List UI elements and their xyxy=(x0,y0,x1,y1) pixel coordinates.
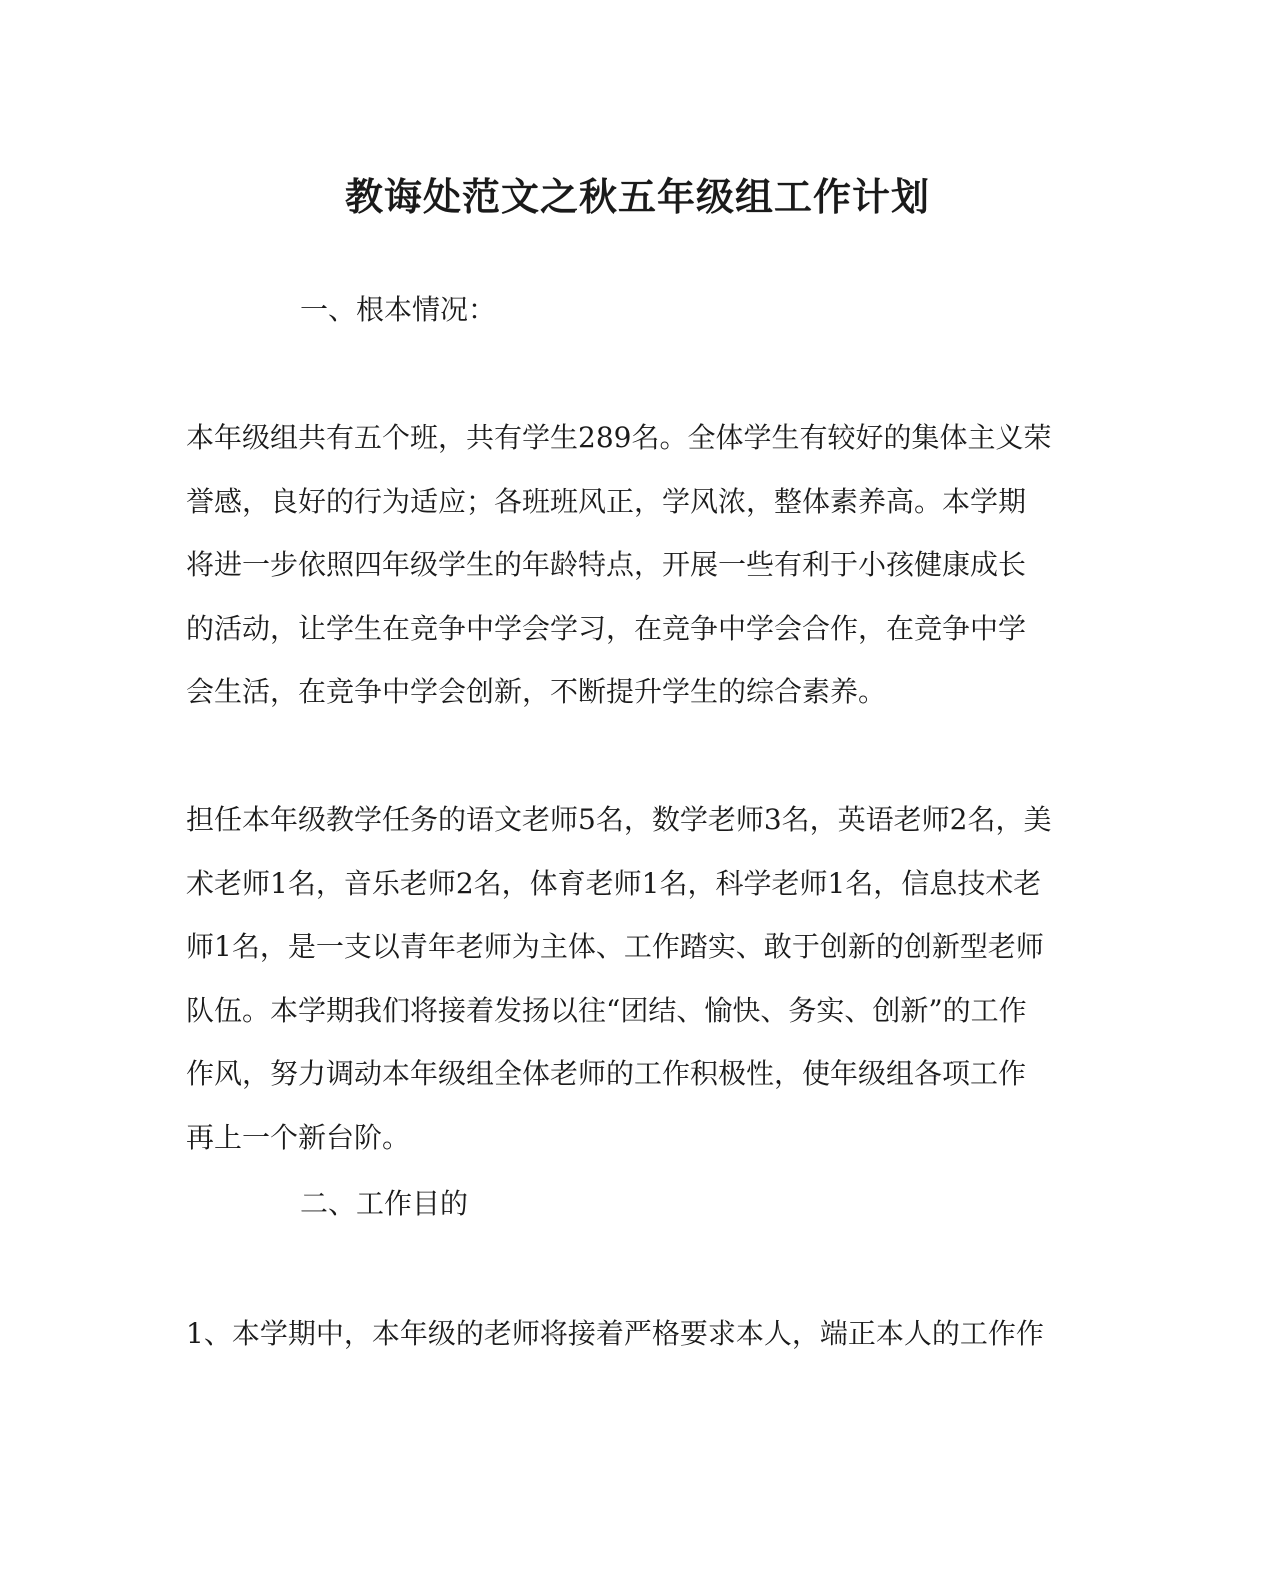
paragraph-line: 的活动，让学生在竞争中学会学习，在竞争中学会合作，在竞争中学 xyxy=(186,611,1027,645)
paragraph-line: 队伍。本学期我们将接着发扬以往“团结、愉快、务实、创新”的工作 xyxy=(186,993,1027,1027)
paragraph-goal-1 xyxy=(186,1302,1066,1366)
paragraph-line: 将进一步依照四年级学生的年龄特点，开展一些有利于小孩健康成长 xyxy=(186,548,1027,581)
paragraph-line: 再上一个新台阶。 xyxy=(186,1120,411,1154)
section-heading-basic-situation: 一、根本情况： xyxy=(300,293,497,326)
paragraph-line: 术老师1名，音乐老师2名，体育老师1名，科学老师1名，信息技术老 xyxy=(186,866,1042,900)
paragraph-teachers xyxy=(186,788,1066,1169)
paragraph-students xyxy=(186,406,1066,724)
section-heading-work-goals: 二、工作目的 xyxy=(300,1187,469,1220)
paragraph-line: 担任本年级教学任务的语文老师5名，数学老师3名，英语老师2名，美 xyxy=(186,803,1052,836)
paragraph-line: 本年级组共有五个班，共有学生289名。全体学生有较好的集体主义荣 xyxy=(186,421,1052,454)
paragraph-line: 誉感，良好的行为适应；各班班风正，学风浓，整体素养高。本学期 xyxy=(186,484,1027,518)
paragraph-line: 师1名，是一支以青年老师为主体、工作踏实、敢于创新的创新型老师 xyxy=(186,930,1044,963)
paragraph-line: 会生活，在竞争中学会创新，不断提升学生的综合素养。 xyxy=(186,675,887,708)
paragraph-line: 1、本学期中，本年级的老师将接着严格要求本人，端正本人的工作作 xyxy=(186,1317,1044,1350)
document-title: 教诲处范文之秋五年级组工作计划 xyxy=(344,174,930,219)
paragraph-line: 作风，努力调动本年级组全体老师的工作积极性，使年级组各项工作 xyxy=(186,1057,1027,1090)
